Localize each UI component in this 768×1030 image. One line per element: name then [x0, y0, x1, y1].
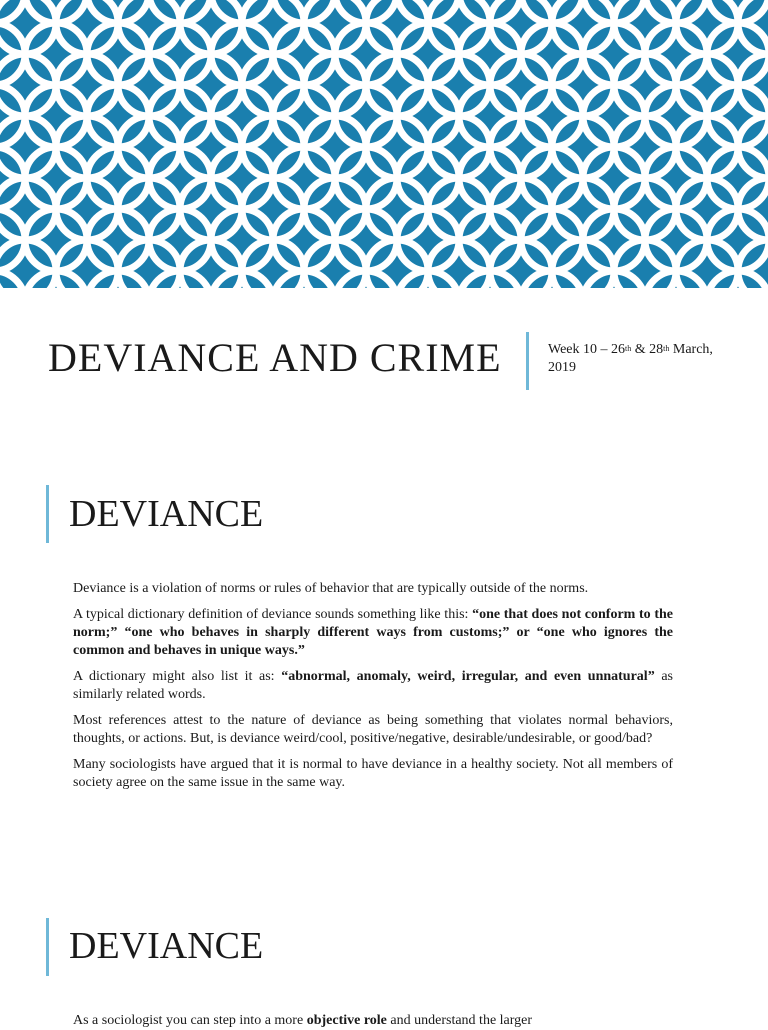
- slide2-body: [73, 580, 673, 800]
- p2-bold: “one that does not conform to the norm;” “one who behaves in sharply different ways from customs;” or “one who ignores the common and behaves in unique ways.”: [73, 607, 673, 658]
- title-slide: [0, 288, 768, 428]
- subtitle: [548, 341, 738, 377]
- paragraph-3: [73, 668, 673, 704]
- paragraph-4: Most references attest to the nature of deviance as being something that violates normal behaviors, thoughts, or actions. But, is deviance weird/cool, positive/negative, desirable/undesirable, or good/bad?: [73, 713, 673, 746]
- interlocking-circles-pattern: [0, 0, 768, 288]
- p3-text: A dictionary might also list it as:: [73, 669, 282, 684]
- subtitle-sup-2: th: [663, 344, 670, 353]
- paragraph-5: Many sociologists have argued that it is normal to have deviance in a healthy society. Not all members of society agree on the same issue in the same way.: [73, 757, 673, 790]
- main-title: DEVIANCE AND CRIME: [48, 335, 502, 380]
- p2-text: A typical dictionary definition of deviance sounds something like this:: [73, 607, 473, 622]
- subtitle-week: Week 10 – 26: [548, 342, 626, 357]
- title-divider: [526, 332, 529, 390]
- p3-tail: as similarly related words.: [73, 669, 673, 702]
- section-heading-deviance-2: DEVIANCE: [69, 925, 264, 967]
- section-accent-bar-2: [46, 918, 49, 976]
- s3-tail: and understand the larger: [386, 1013, 533, 1028]
- subtitle-sup-1: th: [625, 344, 632, 353]
- slide3-body: [73, 1012, 673, 1030]
- s3-text: As a sociologist you can step into a more: [73, 1013, 307, 1028]
- section-accent-bar: [46, 485, 49, 543]
- s3-bold: objective role: [306, 1013, 387, 1028]
- paragraph-1: Deviance is a violation of norms or rules of behavior that are typically outside of the norms.: [73, 581, 589, 596]
- section-heading-deviance: DEVIANCE: [69, 493, 264, 535]
- p3-bold: “abnormal, anomaly, weird, irregular, and even unnatural”: [281, 669, 655, 684]
- subtitle-end: March, 2019: [548, 342, 713, 375]
- paragraph-2: [73, 606, 673, 660]
- subtitle-mid: & 28: [631, 342, 664, 357]
- pattern-banner: [0, 0, 768, 288]
